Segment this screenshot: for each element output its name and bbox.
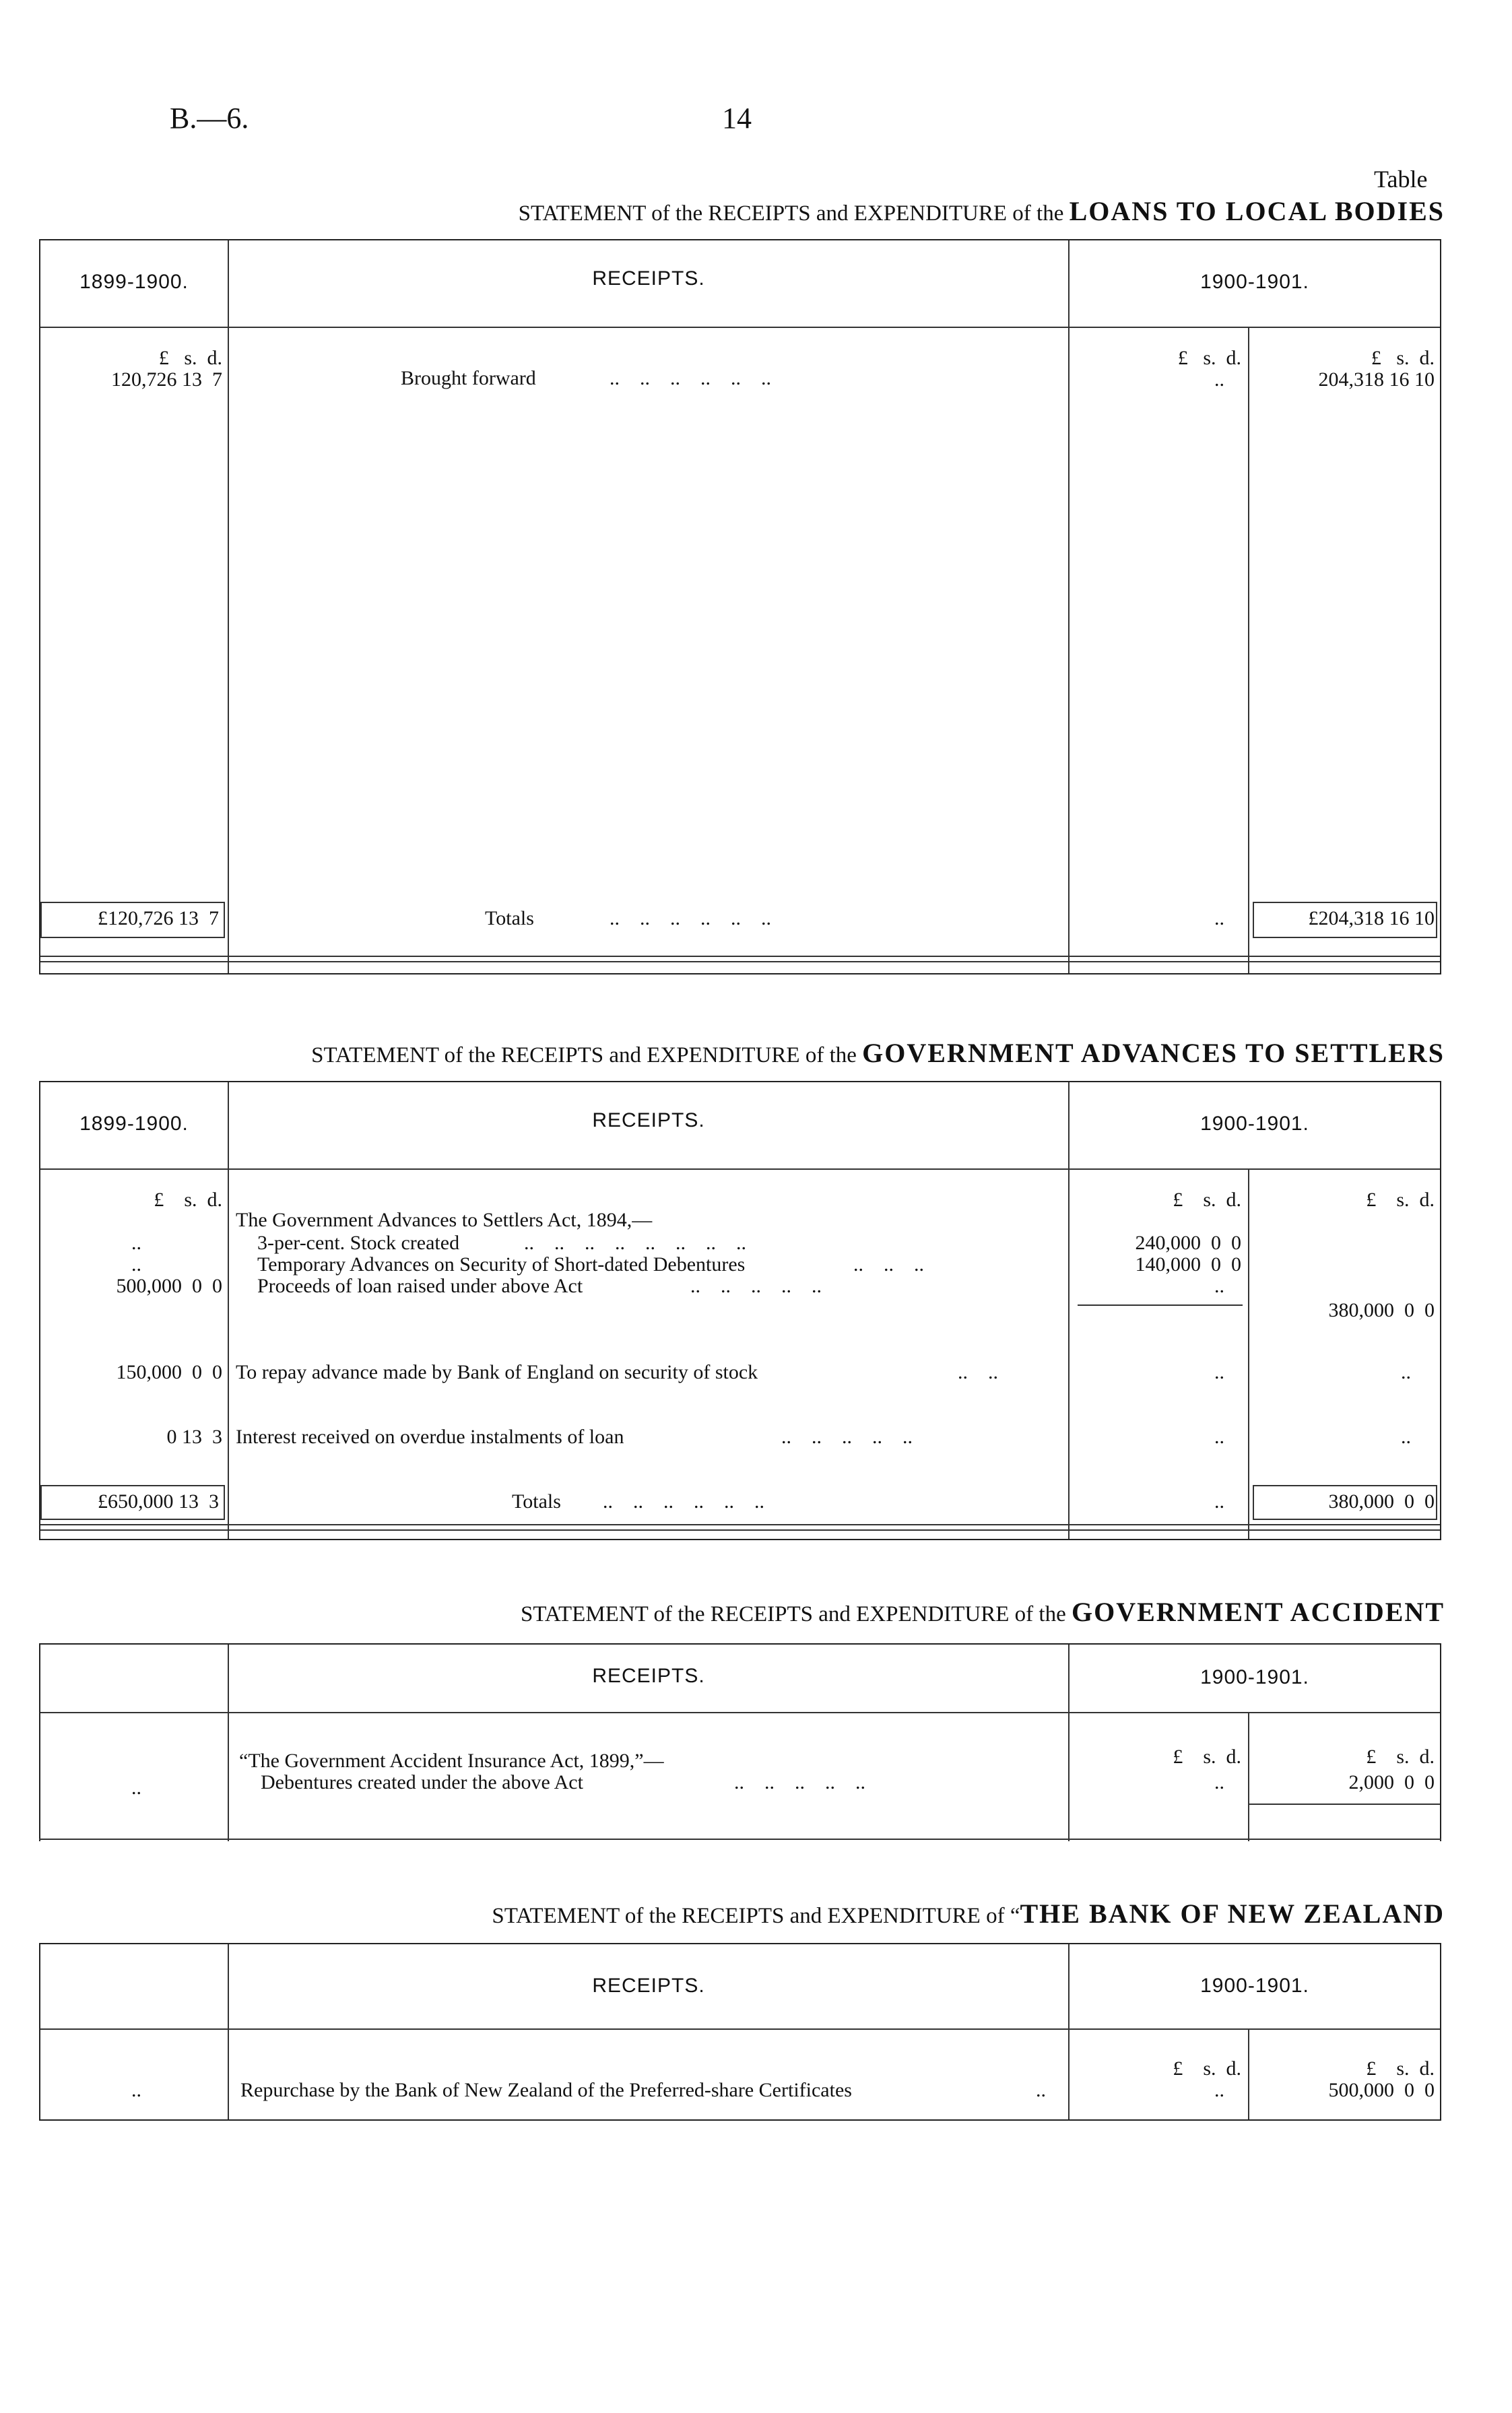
settlers-row1-left: .. bbox=[131, 1232, 141, 1254]
bank-dots: .. bbox=[1036, 2079, 1046, 2101]
settlers-row1-mid: 240,000 0 0 bbox=[1135, 1232, 1241, 1254]
loans-col-1900: 1900-1901. bbox=[1200, 271, 1309, 293]
accident-col-receipts: RECEIPTS. bbox=[592, 1665, 705, 1687]
accident-label: Debentures created under the above Act bbox=[261, 1771, 583, 1793]
loans-title-prefix: STATEMENT of the RECEIPTS and EXPENDITURE of the bbox=[518, 201, 1064, 226]
bank-lsd-right: £ s. d. bbox=[1366, 2057, 1435, 2080]
loans-left-amount: 120,726 13 7 bbox=[111, 368, 222, 391]
settlers-subtotal-right: 380,000 0 0 bbox=[1328, 1299, 1435, 1321]
loans-totals-label: Totals bbox=[485, 907, 534, 929]
loans-totals-right: £204,318 16 10 bbox=[1308, 907, 1435, 929]
settlers-row3-left: 500,000 0 0 bbox=[116, 1275, 222, 1297]
loans-row-label: Brought forward bbox=[401, 367, 536, 389]
settlers-repay-label: To repay advance made by Bank of England on security of stock bbox=[236, 1361, 758, 1383]
settlers-title bbox=[0, 1037, 1445, 1069]
settlers-lsd-mid: £ s. d. bbox=[1173, 1189, 1241, 1211]
bank-label: Repurchase by the Bank of New Zealand of the Preferred-share Certificates bbox=[240, 2079, 852, 2101]
bank-title-bold: THE BANK OF NEW ZEALAND bbox=[1020, 1898, 1445, 1929]
settlers-row2-mid: 140,000 0 0 bbox=[1135, 1253, 1241, 1276]
accident-title-prefix: STATEMENT of the RECEIPTS and EXPENDITURE of the bbox=[520, 1602, 1066, 1626]
bank-table bbox=[39, 1943, 1441, 2121]
settlers-lsd-right: £ s. d. bbox=[1366, 1189, 1435, 1211]
bank-right: 500,000 0 0 bbox=[1328, 2079, 1435, 2101]
settlers-table bbox=[39, 1081, 1441, 1540]
accident-left: .. bbox=[131, 1777, 141, 1799]
settlers-repay-mid: .. bbox=[1214, 1361, 1224, 1383]
accident-table bbox=[39, 1643, 1441, 1841]
bank-mid: .. bbox=[1214, 2079, 1224, 2101]
settlers-act-heading: The Government Advances to Settlers Act, 1894,— bbox=[236, 1209, 653, 1231]
settlers-totals-left: £650,000 13 3 bbox=[98, 1490, 219, 1513]
accident-title-bold: GOVERNMENT ACCIDENT bbox=[1072, 1597, 1445, 1627]
accident-title bbox=[0, 1596, 1445, 1628]
settlers-lsd-left: £ s. d. bbox=[154, 1189, 222, 1211]
loans-lsd-right: £ s. d. bbox=[1371, 347, 1435, 369]
table-word: Table bbox=[1374, 166, 1428, 193]
bank-title bbox=[0, 1898, 1445, 1929]
accident-col-1900: 1900-1901. bbox=[1200, 1666, 1309, 1688]
bank-col-receipts: RECEIPTS. bbox=[592, 1975, 705, 1997]
settlers-interest-mid: .. bbox=[1214, 1426, 1224, 1448]
settlers-totals-dots: .. .. .. .. .. .. bbox=[603, 1490, 764, 1513]
settlers-interest-dots: .. .. .. .. .. bbox=[781, 1426, 913, 1448]
loans-totals-left: £120,726 13 7 bbox=[98, 907, 219, 929]
settlers-repay-left: 150,000 0 0 bbox=[116, 1361, 222, 1383]
loans-lsd-mid: £ s. d. bbox=[1177, 347, 1241, 369]
loans-totals-mid: .. bbox=[1214, 907, 1224, 929]
loans-row-dots: .. .. .. .. .. .. bbox=[610, 367, 771, 389]
settlers-interest-label: Interest received on overdue instalments of loan bbox=[236, 1426, 624, 1448]
loans-right-amount: 204,318 16 10 bbox=[1318, 368, 1435, 391]
loans-col-1899: 1899-1900. bbox=[79, 271, 189, 293]
settlers-totals-right: 380,000 0 0 bbox=[1328, 1490, 1435, 1513]
loans-table bbox=[39, 239, 1441, 974]
settlers-row2-left: .. bbox=[131, 1253, 141, 1276]
loans-totals-dots: .. .. .. .. .. .. bbox=[610, 907, 771, 929]
loans-mid-dots: .. bbox=[1214, 368, 1224, 391]
settlers-row1-dots: .. .. .. .. .. .. .. .. bbox=[524, 1232, 746, 1254]
settlers-row3-label: Proceeds of loan raised under above Act bbox=[257, 1275, 583, 1297]
settlers-row2-dots: .. .. .. bbox=[853, 1253, 924, 1276]
loans-title-bold: LOANS TO LOCAL BODIES bbox=[1069, 196, 1445, 226]
bank-title-prefix: STATEMENT of the RECEIPTS and EXPENDITURE of “ bbox=[492, 1904, 1020, 1928]
settlers-col-receipts: RECEIPTS. bbox=[592, 1109, 705, 1131]
bank-left: .. bbox=[131, 2079, 141, 2101]
settlers-row3-dots: .. .. .. .. .. bbox=[690, 1275, 822, 1297]
accident-lsd-mid: £ s. d. bbox=[1173, 1746, 1241, 1768]
settlers-interest-left: 0 13 3 bbox=[166, 1426, 222, 1448]
page-number: 14 bbox=[722, 102, 752, 135]
accident-mid: .. bbox=[1214, 1771, 1224, 1793]
accident-act-heading: “The Government Accident Insurance Act, 1899,”— bbox=[239, 1750, 664, 1772]
accident-lsd-right: £ s. d. bbox=[1366, 1746, 1435, 1768]
bank-col-1900: 1900-1901. bbox=[1200, 1975, 1309, 1997]
settlers-title-prefix: STATEMENT of the RECEIPTS and EXPENDITURE of the bbox=[311, 1043, 857, 1067]
settlers-row3-mid: .. bbox=[1214, 1275, 1224, 1297]
settlers-interest-right: .. bbox=[1401, 1426, 1411, 1448]
settlers-col-1900: 1900-1901. bbox=[1200, 1113, 1309, 1135]
page-ref: B.—6. bbox=[170, 102, 249, 135]
loans-title bbox=[0, 195, 1445, 227]
settlers-repay-right: .. bbox=[1401, 1361, 1411, 1383]
accident-right: 2,000 0 0 bbox=[1348, 1771, 1435, 1793]
settlers-title-bold: GOVERNMENT ADVANCES TO SETTLERS bbox=[862, 1038, 1445, 1068]
bank-lsd-mid: £ s. d. bbox=[1173, 2057, 1241, 2080]
loans-lsd-left: £ s. d. bbox=[158, 347, 222, 369]
settlers-row2-label: Temporary Advances on Security of Short-dated Debentures bbox=[257, 1253, 746, 1276]
settlers-col-1899: 1899-1900. bbox=[79, 1113, 189, 1135]
settlers-row1-label: 3-per-cent. Stock created bbox=[257, 1232, 460, 1254]
loans-col-receipts: RECEIPTS. bbox=[592, 267, 705, 290]
accident-dots: .. .. .. .. .. bbox=[734, 1771, 865, 1793]
settlers-totals-label: Totals bbox=[512, 1490, 561, 1513]
settlers-repay-dots: .. .. bbox=[958, 1361, 998, 1383]
settlers-totals-mid: .. bbox=[1214, 1490, 1224, 1513]
